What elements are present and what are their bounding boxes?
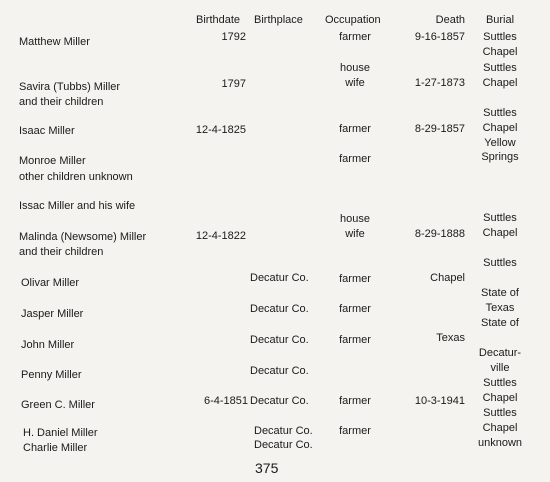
burial-daniel-1: Chapel [482, 422, 518, 434]
name-savira-1: Savira (Tubbs) Miller [19, 81, 121, 93]
burial-john-1: Decatur- [478, 347, 522, 359]
occupation-john: farmer [339, 334, 371, 346]
death-savira: 1-27-1873 [414, 77, 465, 89]
occupation-monroe: farmer [339, 153, 371, 165]
birthplace-john: Decatur Co. [250, 334, 309, 346]
name-savira-2: and their children [19, 96, 104, 108]
burial-olivar-1: State of [481, 287, 519, 299]
burial-green-3: Suttles [483, 407, 517, 419]
name-matthew: Matthew Miller [19, 36, 90, 48]
burial-malinda-2: Chapel [482, 227, 518, 239]
burial-green-2: Chapel [482, 392, 518, 404]
burial-isaac-3: Yellow [484, 137, 516, 149]
occupation-isaac: farmer [339, 123, 371, 135]
burial-john-2: ville [490, 362, 510, 374]
name-monroe-1: Monroe Miller [19, 155, 86, 167]
page-number: 375 [255, 460, 279, 476]
occupation-savira-1: house [340, 62, 370, 74]
name-green: Green C. Miller [21, 399, 95, 411]
name-daniel: H. Daniel Miller [23, 427, 98, 439]
birthplace-jasper: Decatur Co. [250, 303, 309, 315]
occupation-malinda-1: house [340, 213, 370, 225]
burial-isaac-4: Springs [481, 151, 519, 163]
birthdate-savira: 1797 [221, 78, 246, 90]
burial-daniel-2: unknown [477, 437, 523, 449]
name-penny: Penny Miller [21, 369, 82, 381]
name-jasper: Jasper Miller [21, 308, 84, 320]
burial-isaac-2: Chapel [482, 122, 518, 134]
burial-extra-suttles: Suttles [483, 257, 517, 269]
burial-green-1: Suttles [483, 377, 517, 389]
birthplace-daniel: Decatur Co. [254, 425, 313, 437]
burial-olivar-2: Texas [485, 302, 515, 314]
birthplace-penny: Decatur Co. [250, 365, 309, 377]
burial-savira-2: Chapel [482, 77, 518, 89]
death-green: 10-3-1941 [414, 395, 465, 407]
header-occupation: Occupation [325, 14, 381, 26]
occupation-green: farmer [339, 395, 371, 407]
occupation-matthew: farmer [339, 31, 371, 43]
occupation-savira-2: wife [345, 77, 365, 89]
burial-savira-1: Suttles [483, 62, 517, 74]
name-malinda-2: and their children [19, 246, 104, 258]
burial-isaac-1: Suttles [483, 107, 517, 119]
death-john: Texas [436, 332, 465, 344]
name-malinda-1: Malinda (Newsome) Miller [19, 231, 147, 243]
birthplace-charlie: Decatur Co. [254, 439, 313, 451]
birthplace-olivar: Decatur Co. [250, 272, 309, 284]
name-issac: Issac Miller and his wife [19, 200, 136, 212]
birthdate-isaac: 12-4-1825 [195, 124, 246, 136]
header-burial: Burial [485, 14, 515, 26]
death-olivar: Chapel [430, 272, 465, 284]
death-isaac: 8-29-1857 [414, 123, 465, 135]
name-monroe-2: other children unknown [19, 171, 133, 183]
birthplace-green: Decatur Co. [250, 395, 309, 407]
header-death: Death [435, 14, 465, 26]
header-birthdate: Birthdate [196, 14, 241, 26]
occupation-malinda-2: wife [345, 228, 365, 240]
name-isaac: Isaac Miller [19, 125, 75, 137]
occupation-jasper: farmer [339, 303, 371, 315]
birthdate-matthew: 1792 [221, 31, 246, 43]
occupation-daniel: farmer [339, 425, 371, 437]
burial-matthew-1: Suttles [483, 31, 517, 43]
birthdate-malinda: 12-4-1822 [195, 230, 246, 242]
death-malinda: 8-29-1888 [414, 228, 465, 240]
name-olivar: Olivar Miller [21, 277, 80, 289]
birthdate-green: 6-4-1851 [203, 395, 248, 407]
occupation-olivar: farmer [339, 273, 371, 285]
name-charlie: Charlie Miller [23, 442, 88, 454]
header-birthplace: Birthplace [254, 14, 303, 26]
burial-olivar-3: State of [481, 317, 519, 329]
death-matthew: 9-16-1857 [414, 31, 465, 43]
burial-matthew-2: Chapel [482, 46, 518, 58]
name-john: John Miller [21, 339, 75, 351]
burial-malinda-1: Suttles [483, 212, 517, 224]
